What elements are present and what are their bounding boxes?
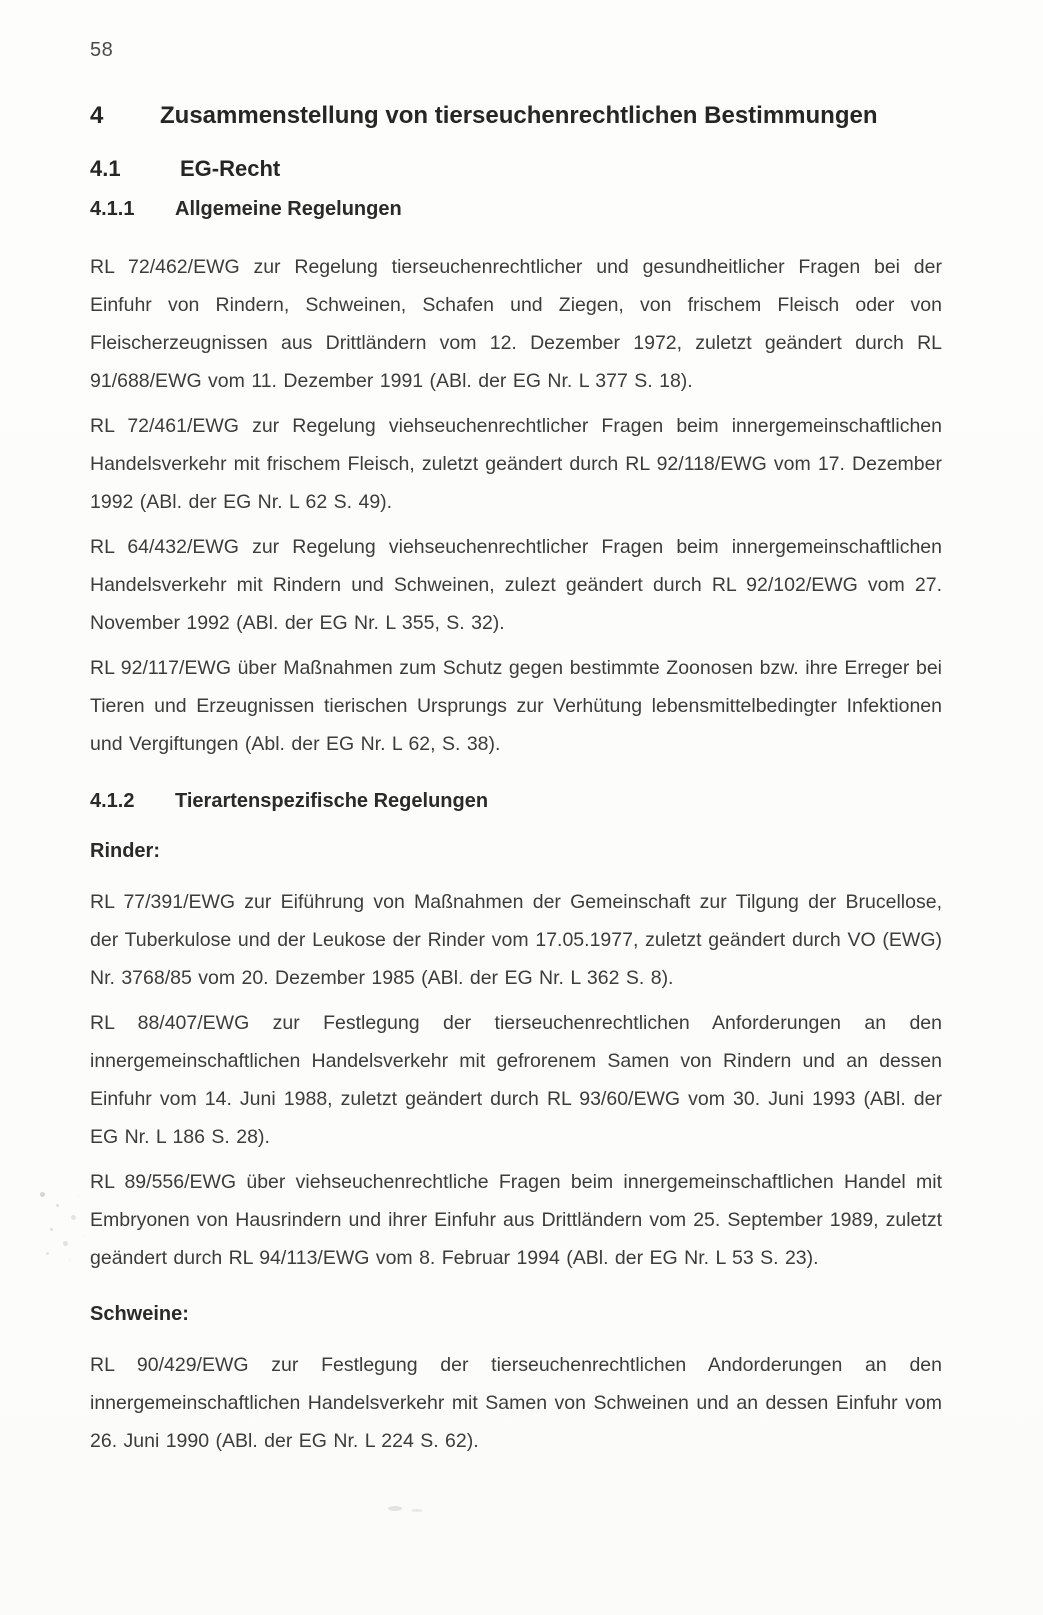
section-title-eg-recht: EG-Recht [180, 156, 281, 181]
subsection-heading-tierarten [90, 788, 942, 814]
subsection-number-allgemeine: 4.1.1 [90, 198, 135, 220]
schweine-label: Schweine: [90, 1303, 189, 1325]
pencil-smudge-margin [40, 1192, 45, 1197]
paragraph-rl-92-117: RL 92/117/EWG über Maßnahmen zum Schutz gegen bestimmte Zoonosen bzw. ihre Erreger bei Tieren und Erzeugnissen tierischen Ursprungs zur Verhütung lebensmittelbedingter Infektionen und Vergiftungen (Abl. der EG Nr. L 62, S. 38). [90, 657, 942, 755]
subsection-heading-allgemeine [90, 196, 942, 222]
paragraph-rl-72-462: RL 72/462/EWG zur Regelung tierseuchenrechtlicher und gesundheitlicher Fragen bei der Einfuhr von Rindern, Schweinen, Schafen und Ziegen, von frischem Fleisch oder von Fleischerzeugnissen aus Drittländern vom 12. Dezember 1972, zuletzt geändert durch RL 91/688/EWG vom 11. Dezember 1991 (ABl. der EG Nr. L 377 S. 18). [90, 256, 942, 392]
rinder-group [90, 838, 942, 1277]
chapter-heading [90, 101, 942, 131]
paragraph-rl-72-461: RL 72/461/EWG zur Regelung viehseuchenrechtlicher Fragen beim innergemeinschaftlichen Handelsverkehr mit frischem Fleisch, zuletzt geändert durch RL 92/118/EWG vom 17. Dezember 1992 (ABl. der EG Nr. L 62 S. 49). [90, 415, 942, 513]
paragraph-rl-77-391: RL 77/391/EWG zur Eiführung von Maßnahmen der Gemeinschaft zur Tilgung der Brucellose, der Tuberkulose und der Leukose der Rinder vom 17.05.1977, zuletzt geändert durch VO (EWG) Nr. 3768/85 vom 20. Dezember 1985 (ABl. der EG Nr. L 362 S. 8). [90, 891, 942, 989]
subsection-title-allgemeine: Allgemeine Regelungen [175, 198, 402, 220]
section-heading-eg-recht [90, 155, 942, 183]
paragraph-rl-88-407: RL 88/407/EWG zur Festlegung der tierseuchenrechtlichen Anforderungen an den innergemeinschaftlichen Handelsverkehr mit gefrorenem Samen von Rindern und an dessen Einfuhr vom 14. Juni 1988, zuletzt geändert durch RL 93/60/EWG vom 30. Juni 1993 (ABl. der EG Nr. L 186 S. 28). [90, 1012, 942, 1148]
allgemeine-paragraph-block [90, 248, 942, 763]
schweine-group [90, 1301, 942, 1460]
scan-smudge-bottom [388, 1506, 402, 1511]
paragraph-rl-64-432: RL 64/432/EWG zur Regelung viehseuchenrechtlicher Fragen beim innergemeinschaftlichen Handelsverkehr mit Rindern und Schweinen, zulezt geändert durch RL 92/102/EWG vom 27. November 1992 (ABl. der EG Nr. L 355, S. 32). [90, 536, 942, 634]
rinder-label: Rinder: [90, 840, 160, 862]
chapter-number: 4 [90, 102, 104, 129]
paragraph-rl-90-429: RL 90/429/EWG zur Festlegung der tierseuchenrechtlichen Andorderungen an den innergemeinschaftlichen Handelsverkehr mit Samen von Schweinen und an dessen Einfuhr vom 26. Juni 1990 (ABl. der EG Nr. L 224 S. 62). [90, 1354, 942, 1452]
paragraph-rl-89-556: RL 89/556/EWG über viehseuchenrechtliche Fragen beim innergemeinschaftlichen Handel mit Embryonen von Hausrindern und ihrer Einfuhr aus Drittländern vom 25. September 1989, zuletzt geändert durch RL 94/113/EWG vom 8. Februar 1994 (ABl. der EG Nr. L 53 S. 23). [90, 1171, 942, 1269]
subsection-number-tierarten: 4.1.2 [90, 790, 135, 812]
chapter-title: Zusammenstellung von tierseuchenrechtlichen Bestimmungen [160, 102, 878, 129]
subsection-title-tierarten: Tierartenspezifische Regelungen [175, 790, 489, 812]
section-number-eg-recht: 4.1 [90, 156, 121, 181]
page-number: 58 [90, 39, 114, 61]
